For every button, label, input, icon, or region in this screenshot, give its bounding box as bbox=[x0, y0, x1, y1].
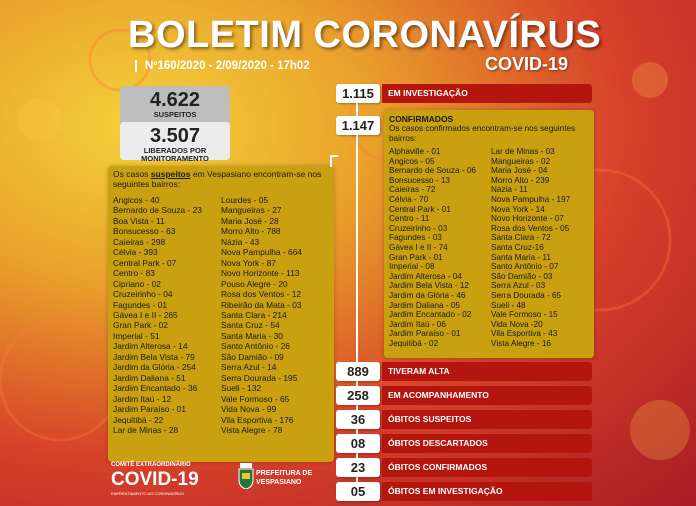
suspect-neighborhood-item: Santa Clara - 214 bbox=[221, 309, 287, 320]
committee-logo bbox=[111, 462, 199, 496]
suspects-total-label: SUSPEITOS bbox=[153, 110, 197, 119]
confirmed-neighborhood-item: Novo Horizonte - 07 bbox=[491, 214, 564, 224]
suspect-neighborhood-item: Jequitibá - 22 bbox=[113, 414, 164, 425]
suspect-neighborhood-item: Jardim Alterosa - 14 bbox=[113, 341, 188, 352]
suspect-neighborhood-item: Jardim Encantado - 36 bbox=[113, 383, 198, 394]
confirmed-neighborhood-item: Nova Pampulha - 197 bbox=[491, 194, 571, 204]
confirmed-neighborhood-item: Bonsucesso - 13 bbox=[389, 175, 450, 185]
suspect-neighborhood-item: Cipriano - 02 bbox=[113, 278, 161, 289]
confirmed-neighborhood-item: Sueli - 48 bbox=[491, 300, 526, 310]
suspect-neighborhood-item: Morro Alto - 788 bbox=[221, 226, 281, 237]
confirmed-neighborhood-item: Serra Dourada - 65 bbox=[491, 290, 562, 300]
bulletin-title: BOLETIM CORONAVÍRUS bbox=[128, 14, 602, 56]
confirmed-neighborhood-item: São Damião - 03 bbox=[491, 271, 553, 281]
confirmed-neighborhood-item: Imperial - 08 bbox=[389, 262, 435, 272]
suspect-neighborhood-item: Vila Esportiva - 176 bbox=[221, 414, 294, 425]
suspect-neighborhood-item: Jardim da Glória - 254 bbox=[113, 362, 196, 373]
city-name-line2: VESPASIANO bbox=[256, 478, 302, 486]
confirmed-neighborhood-item: Alphaville - 01 bbox=[389, 147, 441, 156]
confirmed-neighborhood-item: Fagundes - 03 bbox=[389, 233, 442, 243]
confirmed-neighborhood-item: Serra Azul - 03 bbox=[491, 281, 546, 291]
confirmed-neighborhood-item: Jardim Encantado - 02 bbox=[389, 310, 472, 320]
confirmed-neighborhood-item: Gran Park - 01 bbox=[389, 252, 443, 262]
confirmed-neighborhood-item: Mangueiras - 02 bbox=[491, 156, 551, 166]
stat-number: 05 bbox=[336, 482, 380, 501]
suspect-neighborhood-item: Célvia - 393 bbox=[113, 247, 158, 258]
stat-label: ÓBITOS SUSPEITOS bbox=[382, 410, 592, 429]
stat-number: 23 bbox=[336, 458, 380, 477]
confirmed-neighborhood-item: Vila Esportiva - 43 bbox=[491, 329, 558, 339]
confirmed-neighborhood-item: Jardim Paraíso - 01 bbox=[389, 329, 461, 339]
stat-number: 889 bbox=[336, 362, 380, 381]
stat-label: ÓBITOS CONFIRMADOS bbox=[382, 458, 592, 477]
confirmed-neighborhood-item: Caieiras - 72 bbox=[389, 185, 436, 195]
suspect-neighborhood-item: Vale Formoso - 65 bbox=[221, 393, 290, 404]
suspect-neighborhood-item: Central Park - 07 bbox=[113, 257, 177, 268]
confirmed-list-right bbox=[485, 147, 589, 348]
released-box bbox=[120, 122, 230, 163]
released-label-line1: LIBERADOS POR bbox=[143, 146, 207, 155]
confirmed-neighborhood-item: Angicos - 05 bbox=[389, 156, 435, 166]
suspect-neighborhood-item: Gran Park - 02 bbox=[113, 320, 168, 331]
suspect-neighborhood-item: Lourdes - 05 bbox=[221, 195, 269, 205]
released-number: 3.507 bbox=[149, 125, 201, 147]
confirmed-neighborhood-item: Cruzeirinho - 03 bbox=[389, 223, 448, 233]
confirmed-list-left bbox=[389, 147, 485, 348]
investigation-number: 1.115 bbox=[336, 84, 380, 103]
city-crest-icon bbox=[238, 463, 254, 489]
suspect-neighborhood-item: Vida Nova - 99 bbox=[221, 404, 277, 415]
suspect-neighborhood-item: Rosa dos Ventos - 12 bbox=[221, 289, 302, 300]
confirmed-neighborhood-item: Vida Nova -20 bbox=[491, 319, 543, 329]
suspects-list-left bbox=[113, 195, 221, 435]
connector-drop-line bbox=[330, 155, 332, 167]
confirmed-neighborhood-item: Názia - 11 bbox=[491, 185, 528, 195]
confirmed-title: CONFIRMADOS bbox=[389, 114, 454, 124]
suspect-neighborhood-item: Santa Cruz - 54 bbox=[221, 320, 280, 331]
suspect-neighborhood-item: Nova York - 87 bbox=[221, 257, 276, 268]
committee-bottom: ENFRENTAMENTO AO CORONAVÍRUS bbox=[111, 491, 184, 496]
released-label-line2: MONITORAMENTO bbox=[141, 154, 209, 163]
suspects-panel bbox=[108, 166, 334, 462]
suspect-neighborhood-item: Jardim Bela Vista - 79 bbox=[113, 351, 195, 362]
stat-label: ÓBITOS DESCARTADOS bbox=[382, 434, 592, 453]
confirmed-neighborhood-item: Nova York - 14 bbox=[491, 204, 545, 214]
suspect-neighborhood-item: Maria José - 28 bbox=[221, 215, 279, 226]
confirmed-neighborhood-item: Célvia - 70 bbox=[389, 194, 429, 204]
confirmed-intro: Os casos confirmados encontram-se nos seguintes bairros: bbox=[389, 124, 576, 143]
confirmed-neighborhood-item: Morro Alto - 239 bbox=[491, 175, 550, 185]
suspect-neighborhood-item: Santo Antônio - 26 bbox=[221, 341, 290, 352]
stat-label: EM ACOMPANHAMENTO bbox=[382, 386, 592, 405]
confirmed-neighborhood-item: Bernardo de Souza - 06 bbox=[389, 166, 476, 176]
confirmed-neighborhood-item: Jardim Daliana - 05 bbox=[389, 300, 460, 310]
confirmed-neighborhood-item: Jardim Alterosa - 04 bbox=[389, 271, 462, 281]
suspects-intro-bold: suspeitos bbox=[150, 169, 191, 179]
suspect-neighborhood-item: Bernardo de Souza - 23 bbox=[113, 205, 202, 216]
investigation-label: EM INVESTIGAÇÃO bbox=[382, 84, 592, 103]
suspect-neighborhood-item: Jardim Paraíso - 01 bbox=[113, 404, 187, 415]
confirmed-neighborhood-item: Vista Alegre - 16 bbox=[491, 338, 551, 348]
suspect-neighborhood-item: Mangueiras - 27 bbox=[221, 205, 282, 216]
confirmed-neighborhood-item: Rosa dos Ventos - 05 bbox=[491, 223, 570, 233]
suspect-neighborhood-item: São Damião - 09 bbox=[221, 351, 284, 362]
suspect-neighborhood-item: Gávea I e II - 265 bbox=[113, 309, 178, 320]
bulletin-subtitle: COVID-19 bbox=[484, 54, 568, 74]
city-name bbox=[256, 470, 312, 487]
suspects-total-number: 4.622 bbox=[149, 89, 201, 111]
confirmed-number: 1.147 bbox=[336, 116, 380, 135]
suspect-neighborhood-item: Lar de Minas - 28 bbox=[113, 424, 179, 435]
suspect-neighborhood-item: Nova Pampulha - 664 bbox=[221, 247, 303, 258]
confirmed-neighborhood-item: Lar de Minas - 03 bbox=[491, 147, 555, 156]
confirmed-neighborhood-item: Maria José - 04 bbox=[491, 166, 548, 176]
bulletin-dateline: Nº160/2020 - 2/09/2020 - 17h02 bbox=[135, 60, 310, 72]
suspect-neighborhood-item: Fagundes - 01 bbox=[113, 299, 168, 310]
suspects-intro-prefix: Os casos bbox=[113, 169, 151, 179]
suspect-neighborhood-item: Cruzeirinho - 04 bbox=[113, 289, 173, 300]
suspect-neighborhood-item: Jardim Itaú - 12 bbox=[113, 393, 172, 404]
suspect-neighborhood-item: Centro - 83 bbox=[113, 268, 155, 279]
committee-top: COMITÊ EXTRAORDINÁRIO bbox=[111, 462, 191, 468]
suspect-neighborhood-item: Novo Horizonte - 113 bbox=[221, 268, 300, 279]
suspect-neighborhood-item: Santa Maria - 30 bbox=[221, 330, 283, 341]
confirmed-neighborhood-item: Central Park - 01 bbox=[389, 204, 451, 214]
suspect-neighborhood-item: Ribeirão da Mata - 03 bbox=[221, 299, 302, 310]
suspect-neighborhood-item: Názia - 43 bbox=[221, 236, 260, 247]
stat-number: 258 bbox=[336, 386, 380, 405]
confirmed-neighborhood-item: Gávea I e II - 74 bbox=[389, 242, 448, 252]
suspects-list-right bbox=[221, 195, 329, 435]
connector-vertical-line bbox=[356, 90, 358, 492]
stat-label: TIVERAM ALTA bbox=[382, 362, 592, 381]
suspect-neighborhood-item: Serra Dourada - 195 bbox=[221, 372, 298, 383]
suspect-neighborhood-item: Vista Alegre - 78 bbox=[221, 424, 283, 435]
confirmed-neighborhood-item: Jardim da Glória - 46 bbox=[389, 290, 466, 300]
confirmed-neighborhood-item: Santo Antônio - 07 bbox=[491, 262, 559, 272]
suspects-intro bbox=[113, 169, 329, 189]
confirmed-neighborhood-item: Jardim Itaú - 06 bbox=[389, 319, 446, 329]
confirmed-neighborhood-item: Jardim Bela Vista - 12 bbox=[389, 281, 469, 291]
confirmed-neighborhood-item: Vale Formoso - 15 bbox=[491, 310, 558, 320]
city-name-line1: PREFEITURA DE bbox=[256, 470, 313, 477]
suspect-neighborhood-item: Pouso Alegre - 20 bbox=[221, 278, 288, 289]
confirmed-neighborhood-item: Santa Cruz-16 bbox=[491, 242, 544, 252]
suspect-neighborhood-item: Caieiras - 298 bbox=[113, 236, 166, 247]
suspects-intro-suffix: em Vespasiano encontram-se nos seguintes bairros: bbox=[113, 169, 322, 189]
suspect-neighborhood-item: Bonsucesso - 63 bbox=[113, 226, 176, 237]
suspect-neighborhood-item: Jardim Daliana - 51 bbox=[113, 372, 186, 383]
suspect-neighborhood-item: Angicos - 40 bbox=[113, 195, 160, 205]
suspect-neighborhood-item: Boa Vista - 11 bbox=[113, 215, 165, 226]
stat-label: ÓBITOS EM INVESTIGAÇÃO bbox=[382, 482, 592, 501]
confirmed-panel bbox=[384, 110, 594, 358]
suspect-neighborhood-item: Sueli - 132 bbox=[221, 383, 262, 394]
confirmed-neighborhood-item: Jequitibá - 02 bbox=[389, 338, 439, 348]
suspect-neighborhood-item: Imperial - 51 bbox=[113, 330, 160, 341]
stat-number: 08 bbox=[336, 434, 380, 453]
stat-number: 36 bbox=[336, 410, 380, 429]
committee-main: COVID-19 bbox=[111, 469, 199, 490]
confirmed-neighborhood-item: Santa Maria - 11 bbox=[491, 252, 551, 262]
confirmed-neighborhood-item: Santa Clara - 72 bbox=[491, 233, 551, 243]
confirmed-neighborhood-item: Centro - 11 bbox=[389, 214, 430, 224]
suspect-neighborhood-item: Serra Azul - 14 bbox=[221, 362, 277, 373]
